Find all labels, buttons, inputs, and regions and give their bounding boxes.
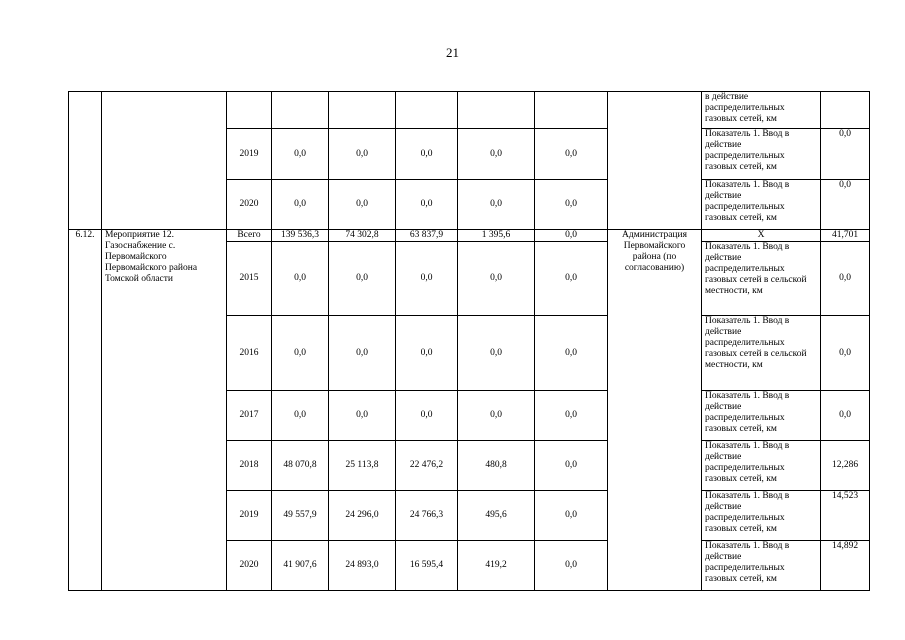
indicator-cell: Показатель 1. Ввод в действие распределительных газовых сетей, км	[702, 491, 821, 541]
year-cell: 2016	[227, 316, 272, 391]
total-cell: 0,0	[272, 180, 329, 230]
total-cell: 0,0	[272, 316, 329, 391]
total-cell: 0,0	[272, 242, 329, 316]
executor-cell	[608, 92, 702, 230]
federal-cell: 0,0	[329, 242, 396, 316]
regional-cell	[396, 92, 458, 129]
indicator-value-cell	[821, 92, 870, 129]
total-cell: 139 536,3	[272, 230, 329, 242]
total-cell: 0,0	[272, 129, 329, 180]
total-cell: 49 557,9	[272, 491, 329, 541]
number-cell	[69, 92, 102, 230]
total-cell: 48 070,8	[272, 441, 329, 491]
table-row	[69, 230, 870, 242]
other-cell: 0,0	[535, 541, 608, 591]
year-cell	[227, 92, 272, 129]
regional-cell: 16 595,4	[396, 541, 458, 591]
other-cell: 0,0	[535, 180, 608, 230]
year-cell: 2017	[227, 391, 272, 441]
federal-cell: 74 302,8	[329, 230, 396, 242]
indicator-value-cell: 14,892	[821, 541, 870, 591]
local-cell: 0,0	[458, 180, 535, 230]
program-table	[68, 91, 870, 591]
local-cell: 0,0	[458, 129, 535, 180]
indicator-cell: Показатель 1. Ввод в действие распределительных газовых сетей, км	[702, 391, 821, 441]
year-cell: 2019	[227, 491, 272, 541]
year-cell: 2020	[227, 180, 272, 230]
regional-cell: 63 837,9	[396, 230, 458, 242]
local-cell	[458, 92, 535, 129]
indicator-value-cell: 12,286	[821, 441, 870, 491]
measure-number: 6.12.	[69, 230, 102, 591]
federal-cell: 0,0	[329, 391, 396, 441]
indicator-cell: Показатель 1. Ввод в действие распределительных газовых сетей, км	[702, 541, 821, 591]
indicator-cell: Показатель 1. Ввод в действие распределительных газовых сетей в сельской местности, км	[702, 242, 821, 316]
indicator-cell: Показатель 1. Ввод в действие распределительных газовых сетей, км	[702, 180, 821, 230]
federal-cell: 0,0	[329, 129, 396, 180]
other-cell: 0,0	[535, 129, 608, 180]
other-cell: 0,0	[535, 491, 608, 541]
regional-cell: 0,0	[396, 316, 458, 391]
other-cell: 0,0	[535, 230, 608, 242]
regional-cell: 0,0	[396, 391, 458, 441]
executor-cell: Администрация Первомайского района (по согласованию)	[608, 230, 702, 591]
other-cell: 0,0	[535, 316, 608, 391]
federal-cell: 24 893,0	[329, 541, 396, 591]
indicator-value-cell: 0,0	[821, 129, 870, 180]
year-cell: 2020	[227, 541, 272, 591]
regional-cell: 22 476,2	[396, 441, 458, 491]
other-cell: 0,0	[535, 441, 608, 491]
name-cell	[102, 92, 227, 230]
local-cell: 0,0	[458, 316, 535, 391]
year-cell: 2018	[227, 441, 272, 491]
federal-cell	[329, 92, 396, 129]
indicator-cell: Показатель 1. Ввод в действие распределительных газовых сетей в сельской местности, км	[702, 316, 821, 391]
local-cell: 0,0	[458, 242, 535, 316]
indicator-value-cell: 41,701	[821, 230, 870, 242]
regional-cell: 24 766,3	[396, 491, 458, 541]
local-cell: 495,6	[458, 491, 535, 541]
federal-cell: 24 296,0	[329, 491, 396, 541]
indicator-cell: в действие распределительных газовых сетей, км	[702, 92, 821, 129]
year-cell: 2019	[227, 129, 272, 180]
local-cell: 480,8	[458, 441, 535, 491]
regional-cell: 0,0	[396, 242, 458, 316]
year-cell: 2015	[227, 242, 272, 316]
total-cell: 41 907,6	[272, 541, 329, 591]
measure-name: Мероприятие 12. Газоснабжение с. Первомайского Первомайского района Томской области	[102, 230, 227, 591]
other-cell: 0,0	[535, 391, 608, 441]
indicator-value-cell: 0,0	[821, 242, 870, 316]
page-number: 21	[446, 45, 459, 60]
local-cell: 1 395,6	[458, 230, 535, 242]
indicator-cell: Показатель 1. Ввод в действие распределительных газовых сетей, км	[702, 441, 821, 491]
federal-cell: 25 113,8	[329, 441, 396, 491]
indicator-value-cell: 0,0	[821, 316, 870, 391]
regional-cell: 0,0	[396, 180, 458, 230]
local-cell: 419,2	[458, 541, 535, 591]
indicator-value-cell: 0,0	[821, 391, 870, 441]
indicator-value-cell: 14,523	[821, 491, 870, 541]
local-cell: 0,0	[458, 391, 535, 441]
other-cell: 0,0	[535, 242, 608, 316]
other-cell	[535, 92, 608, 129]
total-cell: 0,0	[272, 391, 329, 441]
year-cell: Всего	[227, 230, 272, 242]
indicator-cell: Показатель 1. Ввод в действие распределительных газовых сетей, км	[702, 129, 821, 180]
indicator-cell: X	[702, 230, 821, 242]
regional-cell: 0,0	[396, 129, 458, 180]
total-cell	[272, 92, 329, 129]
table-row	[69, 92, 870, 129]
federal-cell: 0,0	[329, 316, 396, 391]
federal-cell: 0,0	[329, 180, 396, 230]
indicator-value-cell: 0,0	[821, 180, 870, 230]
